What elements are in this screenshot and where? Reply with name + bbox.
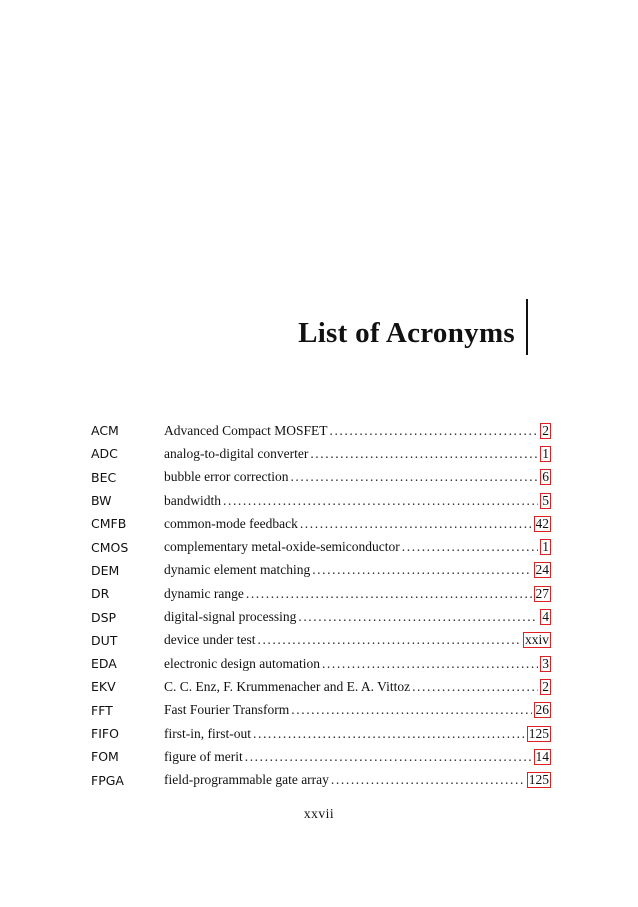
acronym-description: Fast Fourier Transform — [164, 702, 290, 718]
page-link[interactable]: 14 — [535, 748, 549, 764]
acronym-description: digital-signal processing — [164, 609, 297, 625]
acronym-abbr: EKV — [91, 679, 116, 695]
acronym-row — [91, 559, 551, 582]
acronym-abbr: DSP — [91, 609, 117, 625]
acronym-abbr: BEC — [91, 469, 117, 485]
acronym-description: dynamic range — [164, 585, 244, 601]
page-link[interactable]: 26 — [535, 702, 549, 718]
page-link[interactable]: xxiv — [524, 632, 549, 648]
dot-leader — [300, 516, 532, 532]
acronym-row — [91, 535, 551, 558]
acronym-description: common-mode feedback — [164, 515, 298, 531]
acronym-description: figure of merit — [164, 748, 243, 764]
acronym-abbr: CMOS — [91, 539, 129, 555]
page-link[interactable]: 3 — [542, 655, 549, 671]
dot-leader — [246, 586, 532, 602]
acronym-abbr: ADC — [91, 446, 118, 462]
page-link[interactable]: 27 — [535, 585, 549, 601]
acronym-row — [91, 675, 551, 698]
acronym-description: C. C. Enz, F. Krummenacher and E. A. Vittoz — [164, 678, 411, 694]
acronym-row — [91, 605, 551, 628]
dot-leader — [291, 702, 531, 718]
acronym-abbr: CMFB — [91, 516, 127, 532]
dot-leader — [257, 632, 521, 648]
page-link[interactable]: 1 — [542, 445, 549, 461]
acronym-description: complementary metal-oxide-semiconductor — [164, 539, 400, 555]
acronym-abbr: FIFO — [91, 726, 119, 741]
acronym-row — [91, 629, 551, 652]
dot-leader — [223, 493, 538, 509]
dot-leader — [331, 772, 525, 788]
chapter-title: List of Acronyms — [298, 317, 515, 349]
acronym-description: first-in, first-out — [164, 725, 251, 741]
acronym-row — [91, 768, 551, 791]
acronym-description: field-programmable gate array — [164, 772, 329, 788]
acronym-abbr: FPGA — [91, 772, 124, 788]
acronym-row — [91, 442, 551, 465]
acronym-description: bubble error correction — [164, 469, 289, 485]
dot-leader — [402, 539, 538, 555]
page-link[interactable]: 125 — [528, 725, 549, 741]
acronym-abbr: DEM — [91, 562, 120, 578]
acronym-abbr: FFT — [91, 702, 113, 718]
acronym-row — [91, 512, 551, 535]
page-link[interactable]: 1 — [542, 539, 549, 555]
acronym-description: Advanced Compact MOSFET — [164, 422, 328, 438]
page-link[interactable]: 24 — [535, 562, 549, 578]
acronym-row — [91, 466, 551, 489]
acronym-row — [91, 652, 551, 675]
page-link[interactable]: 6 — [542, 469, 549, 485]
page-link[interactable]: 125 — [528, 772, 549, 788]
dot-leader — [329, 423, 538, 439]
acronym-abbr: BW — [91, 493, 112, 509]
acronym-description: electronic design automation — [164, 655, 320, 671]
acronym-row — [91, 419, 551, 442]
acronym-description: device under test — [164, 632, 256, 648]
acronym-description: analog-to-digital converter — [164, 445, 309, 461]
dot-leader — [322, 656, 538, 672]
acronym-abbr: ACM — [91, 423, 119, 439]
acronym-description: dynamic element matching — [164, 562, 311, 578]
page-link[interactable]: 2 — [542, 678, 549, 694]
page-link[interactable]: 4 — [542, 609, 549, 625]
acronym-list — [91, 419, 551, 792]
acronym-abbr: FOM — [91, 749, 119, 765]
page-number: xxvii — [303, 806, 335, 821]
dot-leader — [298, 609, 538, 625]
acronym-row — [91, 722, 551, 745]
page-link[interactable]: 5 — [542, 492, 549, 508]
acronym-abbr: EDA — [91, 656, 117, 672]
dot-leader — [245, 749, 532, 765]
acronym-abbr: DR — [91, 586, 110, 602]
page-link[interactable]: 42 — [535, 515, 549, 531]
acronym-description: bandwidth — [164, 492, 221, 508]
acronym-row — [91, 699, 551, 722]
acronym-row — [91, 489, 551, 512]
acronym-row — [91, 582, 551, 605]
dot-leader — [310, 446, 538, 462]
chapter-marker-bar — [526, 299, 528, 355]
dot-leader — [412, 679, 538, 695]
acronym-abbr: DUT — [91, 632, 118, 648]
dot-leader — [290, 469, 538, 485]
page-link[interactable]: 2 — [542, 422, 549, 438]
dot-leader — [312, 562, 531, 578]
acronym-row — [91, 745, 551, 768]
dot-leader — [253, 726, 525, 742]
